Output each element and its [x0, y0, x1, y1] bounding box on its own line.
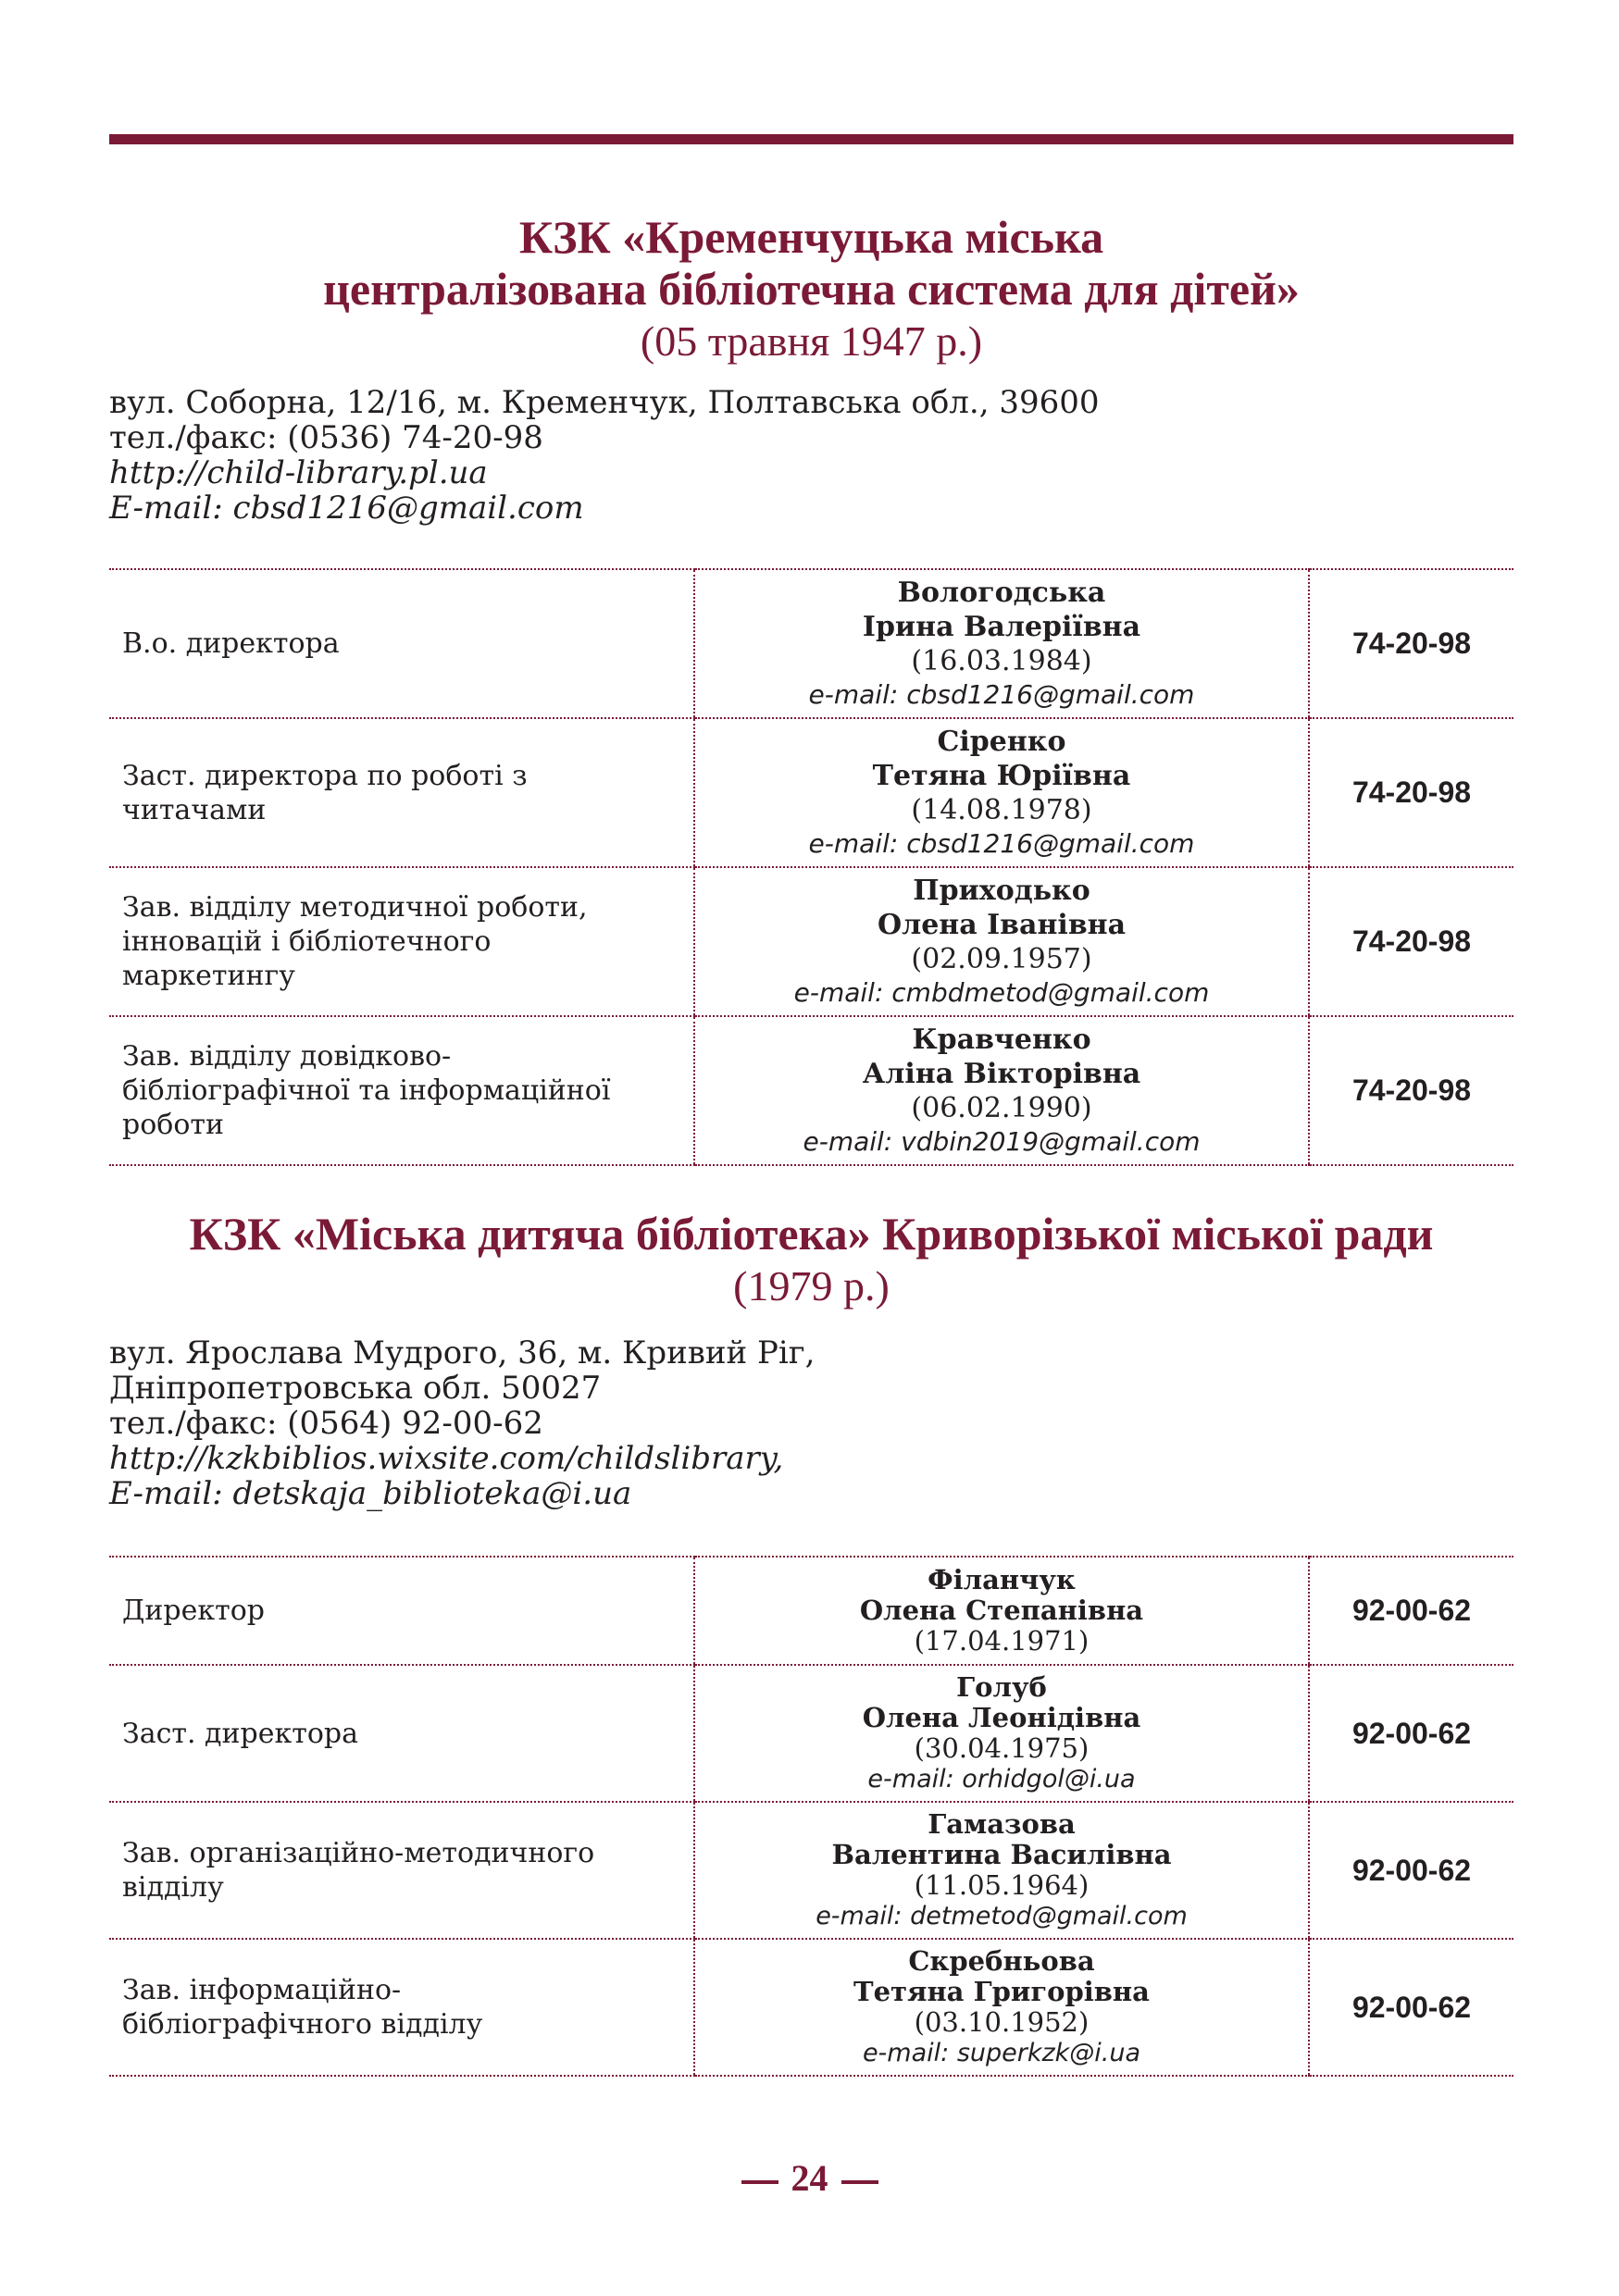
institution-title	[109, 1208, 1513, 1260]
position-line: відділу	[122, 1871, 224, 1904]
email-link[interactable]: E-mail: cbsd1216@gmail.com	[109, 490, 584, 527]
title-line: КЗК «Міська дитяча бібліотека» Криворізької міської ради	[189, 1208, 1434, 1260]
given-names: Аліна Вікторівна	[862, 1058, 1141, 1090]
position-line: маркетингу	[122, 960, 295, 992]
website-link[interactable]: http://kzkbiblios.wixsite.com/childslibrary,	[109, 1440, 784, 1477]
position-cell	[109, 867, 694, 1016]
person-email[interactable]: e-mail: orhidgol@i.ua	[867, 1765, 1136, 1793]
position-cell	[109, 1665, 694, 1802]
table-row	[109, 1557, 1513, 1665]
person-email[interactable]: e-mail: cbsd1216@gmail.com	[808, 828, 1195, 859]
person-cell	[694, 569, 1309, 718]
birth-date: (06.02.1990)	[911, 1092, 1092, 1124]
contacts-block	[109, 1335, 1513, 1511]
person-cell	[694, 1557, 1309, 1665]
position-line: Зав. відділу методичної роботи,	[122, 891, 588, 924]
birth-date: (11.05.1964)	[914, 1869, 1090, 1901]
position-line: Зав. організаційно-методичного	[122, 1837, 595, 1869]
surname: Голуб	[956, 1671, 1047, 1703]
position-cell	[109, 1016, 694, 1165]
surname: Філанчук	[928, 1564, 1076, 1595]
position-line: Зав. відділу довідково-	[122, 1040, 452, 1073]
person-cell	[694, 1939, 1309, 2076]
given-names: Ірина Валеріївна	[862, 611, 1141, 643]
position-line: Заст. директора по роботі з	[122, 759, 528, 792]
table-row	[109, 1939, 1513, 2076]
footer-dash-right	[841, 2180, 878, 2184]
given-names: Олена Леонідівна	[862, 1702, 1141, 1733]
position-line: Директор	[122, 1595, 265, 1627]
address-line-2: Дніпропетровська обл. 50027	[109, 1370, 602, 1407]
birth-date: (14.08.1978)	[911, 794, 1092, 826]
surname: Приходько	[913, 875, 1090, 907]
staff-table	[109, 568, 1513, 1166]
staff-table	[109, 1556, 1513, 2077]
website-link[interactable]: http://child-library.pl.ua	[109, 454, 488, 491]
position-line: роботи	[122, 1109, 224, 1141]
table-row	[109, 569, 1513, 718]
phone-cell: 92-00-62	[1309, 1802, 1513, 1939]
position-line: Заст. директора	[122, 1717, 358, 1750]
birth-date: (30.04.1975)	[914, 1732, 1090, 1764]
page-footer	[0, 2156, 1619, 2200]
person-email[interactable]: e-mail: vdbin2019@gmail.com	[803, 1126, 1201, 1157]
phone-cell: 74-20-98	[1309, 1016, 1513, 1165]
footer-dash-left	[741, 2180, 778, 2184]
birth-date: (03.10.1952)	[914, 2006, 1090, 2038]
table-row	[109, 1802, 1513, 1939]
position-cell	[109, 569, 694, 718]
person-cell	[694, 1665, 1309, 1802]
phone-cell: 92-00-62	[1309, 1665, 1513, 1802]
institution-section-2	[109, 1208, 1513, 2077]
phone-cell: 74-20-98	[1309, 867, 1513, 1016]
page-number: 24	[791, 2157, 828, 2199]
phone-cell: 74-20-98	[1309, 718, 1513, 867]
title-line: КЗК «Кременчуцька міська	[518, 211, 1104, 263]
position-line: бібліографічної та інформаційної	[122, 1074, 611, 1107]
founded-date: (05 травня 1947 р.)	[640, 317, 983, 365]
surname: Скребньова	[908, 1945, 1095, 1977]
title-line: централізована бібліотечна система для дітей»	[323, 263, 1300, 315]
given-names: Валентина Василівна	[831, 1839, 1172, 1870]
person-cell	[694, 867, 1309, 1016]
phone-fax: тел./факс: (0564) 92-00-62	[109, 1405, 543, 1442]
person-email[interactable]: e-mail: detmetod@gmail.com	[816, 1902, 1188, 1930]
table-row	[109, 867, 1513, 1016]
given-names: Тетяна Юріївна	[872, 760, 1131, 792]
person-email[interactable]: e-mail: cbsd1216@gmail.com	[808, 679, 1195, 710]
given-names: Тетяна Григорівна	[853, 1976, 1150, 2007]
birth-date: (17.04.1971)	[914, 1625, 1090, 1657]
institution-title	[109, 211, 1513, 315]
birth-date: (02.09.1957)	[911, 943, 1092, 975]
address: вул. Соборна, 12/16, м. Кременчук, Полтавська обл., 39600	[109, 384, 1100, 421]
table-row	[109, 1665, 1513, 1802]
position-line: інновацій і бібліотечного	[122, 925, 492, 958]
phone-cell: 74-20-98	[1309, 569, 1513, 718]
person-cell	[694, 1016, 1309, 1165]
person-cell	[694, 1802, 1309, 1939]
email-link[interactable]: E-mail: detskaja_biblioteka@i.ua	[109, 1475, 632, 1512]
person-cell	[694, 718, 1309, 867]
position-cell	[109, 718, 694, 867]
person-email[interactable]: e-mail: cmbdmetod@gmail.com	[793, 977, 1210, 1008]
given-names: Олена Степанівна	[859, 1595, 1144, 1626]
table-row	[109, 1016, 1513, 1165]
table-row	[109, 718, 1513, 867]
contacts-block	[109, 385, 1513, 526]
phone-cell: 92-00-62	[1309, 1557, 1513, 1665]
surname: Вологодська	[897, 577, 1106, 609]
given-names: Олена Іванівна	[877, 909, 1127, 941]
position-line: читачами	[122, 793, 267, 826]
person-email[interactable]: e-mail: superkzk@i.ua	[862, 2039, 1141, 2067]
phone-fax: тел./факс: (0536) 74-20-98	[109, 419, 543, 456]
position-line: бібліографічного відділу	[122, 2008, 483, 2041]
surname: Кравченко	[912, 1024, 1091, 1056]
position-cell	[109, 1939, 694, 2076]
top-divider	[109, 134, 1513, 144]
position-line: Зав. інформаційно-	[122, 1974, 402, 2006]
position-cell	[109, 1802, 694, 1939]
institution-section-1	[109, 211, 1513, 1166]
birth-date: (16.03.1984)	[911, 645, 1092, 677]
position-cell	[109, 1557, 694, 1665]
phone-cell: 92-00-62	[1309, 1939, 1513, 2076]
surname: Гамазова	[928, 1808, 1076, 1840]
address-line-1: вул. Ярослава Мудрого, 36, м. Кривий Ріг,	[109, 1334, 816, 1371]
position-line: В.о. директора	[122, 627, 340, 660]
founded-date: (1979 р.)	[733, 1262, 890, 1309]
surname: Сіренко	[937, 726, 1066, 758]
